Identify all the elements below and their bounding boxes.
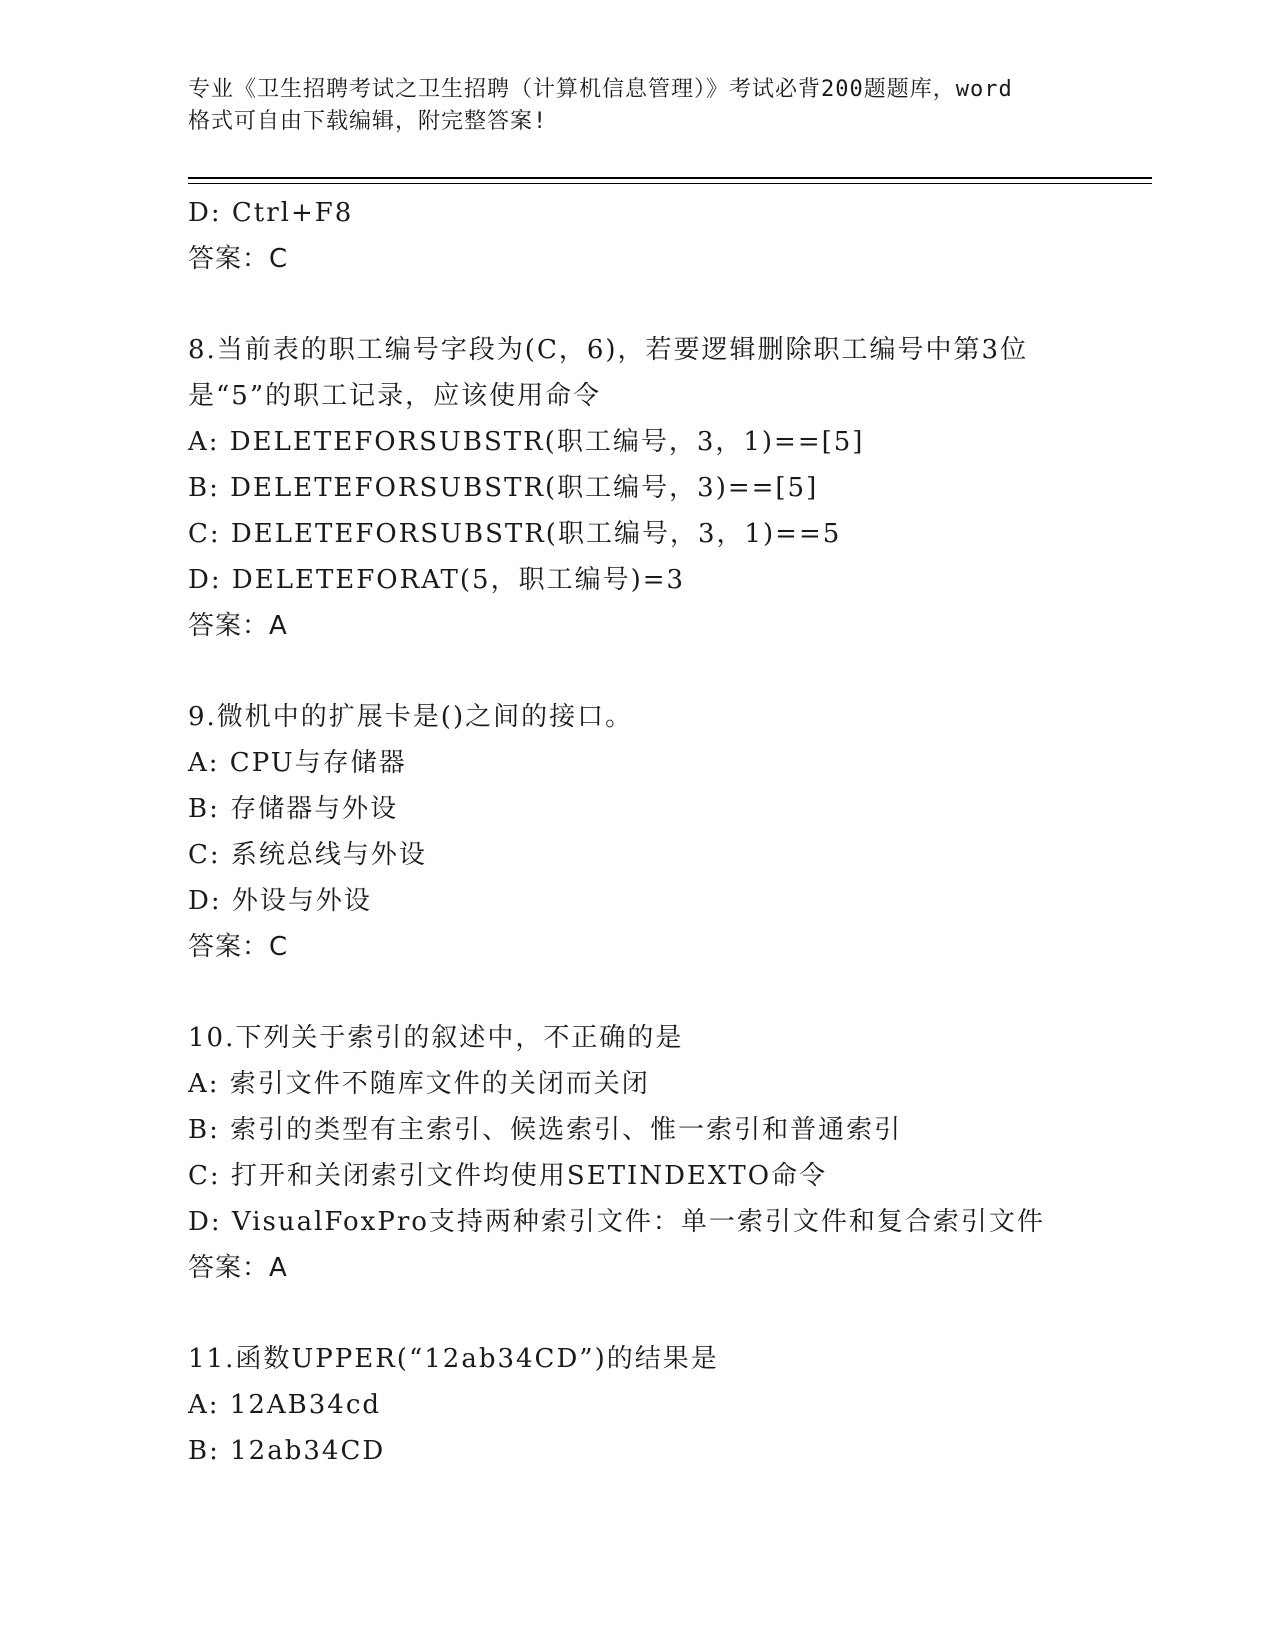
question-10-option-c: C: 打开和关闭索引文件均使用SETINDEXTO命令 xyxy=(188,1161,828,1191)
question-10-answer: 答案：A xyxy=(188,1253,288,1283)
spacer xyxy=(188,970,1148,1015)
header-line-1: 专业《卫生招聘考试之卫生招聘（计算机信息管理）》考试必背200题题库，word xyxy=(188,77,1013,102)
question-8-option-d: D: DELETEFORAT(5，职工编号)=3 xyxy=(188,565,686,595)
question-10-stem: 10.下列关于索引的叙述中，不正确的是 xyxy=(188,1023,684,1053)
spacer xyxy=(188,282,1148,327)
question-8 xyxy=(188,327,1148,649)
question-9-option-b: B: 存储器与外设 xyxy=(188,794,399,824)
question-11-option-a: A: 12AB34cd xyxy=(188,1390,382,1420)
question-9-answer: 答案：C xyxy=(188,932,289,962)
question-11-option-b: B: 12ab34CD xyxy=(188,1436,386,1466)
question-10 xyxy=(188,1015,1148,1291)
question-8-option-b: B: DELETEFORSUBSTR(职工编号，3)==[5] xyxy=(188,473,819,503)
document-header xyxy=(188,74,1088,138)
question-8-stem-line-1: 8.当前表的职工编号字段为(C，6)，若要逻辑删除职工编号中第3位 xyxy=(188,335,1029,365)
spacer xyxy=(188,649,1148,694)
question-7-option-d: D: Ctrl+F8 xyxy=(188,198,354,228)
question-8-stem-line-2: 是“5”的职工记录，应该使用命令 xyxy=(188,381,602,411)
question-10-option-d: D: VisualFoxPro支持两种索引文件：单一索引文件和复合索引文件 xyxy=(188,1207,1045,1237)
question-8-answer: 答案：A xyxy=(188,611,288,641)
question-9 xyxy=(188,694,1148,970)
question-8-option-a: A: DELETEFORSUBSTR(职工编号，3，1)==[5] xyxy=(188,427,865,457)
spacer xyxy=(188,1291,1148,1336)
question-9-option-a: A: CPU与存储器 xyxy=(188,748,407,778)
question-11-stem: 11.函数UPPER(“12ab34CD”)的结果是 xyxy=(188,1344,719,1374)
question-10-option-b: B: 索引的类型有主索引、候选索引、惟一索引和普通索引 xyxy=(188,1115,903,1145)
question-8-option-c: C: DELETEFORSUBSTR(职工编号，3，1)==5 xyxy=(188,519,842,549)
question-10-option-a: A: 索引文件不随库文件的关闭而关闭 xyxy=(188,1069,650,1099)
header-divider-thick xyxy=(188,177,1152,179)
question-9-option-d: D: 外设与外设 xyxy=(188,886,372,916)
question-list xyxy=(188,190,1148,1474)
question-9-option-c: C: 系统总线与外设 xyxy=(188,840,427,870)
question-9-stem: 9.微机中的扩展卡是()之间的接口。 xyxy=(188,702,634,732)
question-7 xyxy=(188,190,1148,282)
header-line-2: 格式可自由下载编辑，附完整答案! xyxy=(188,109,548,134)
header-divider-thin xyxy=(188,183,1152,184)
question-11 xyxy=(188,1336,1148,1474)
question-7-answer: 答案：C xyxy=(188,244,289,274)
